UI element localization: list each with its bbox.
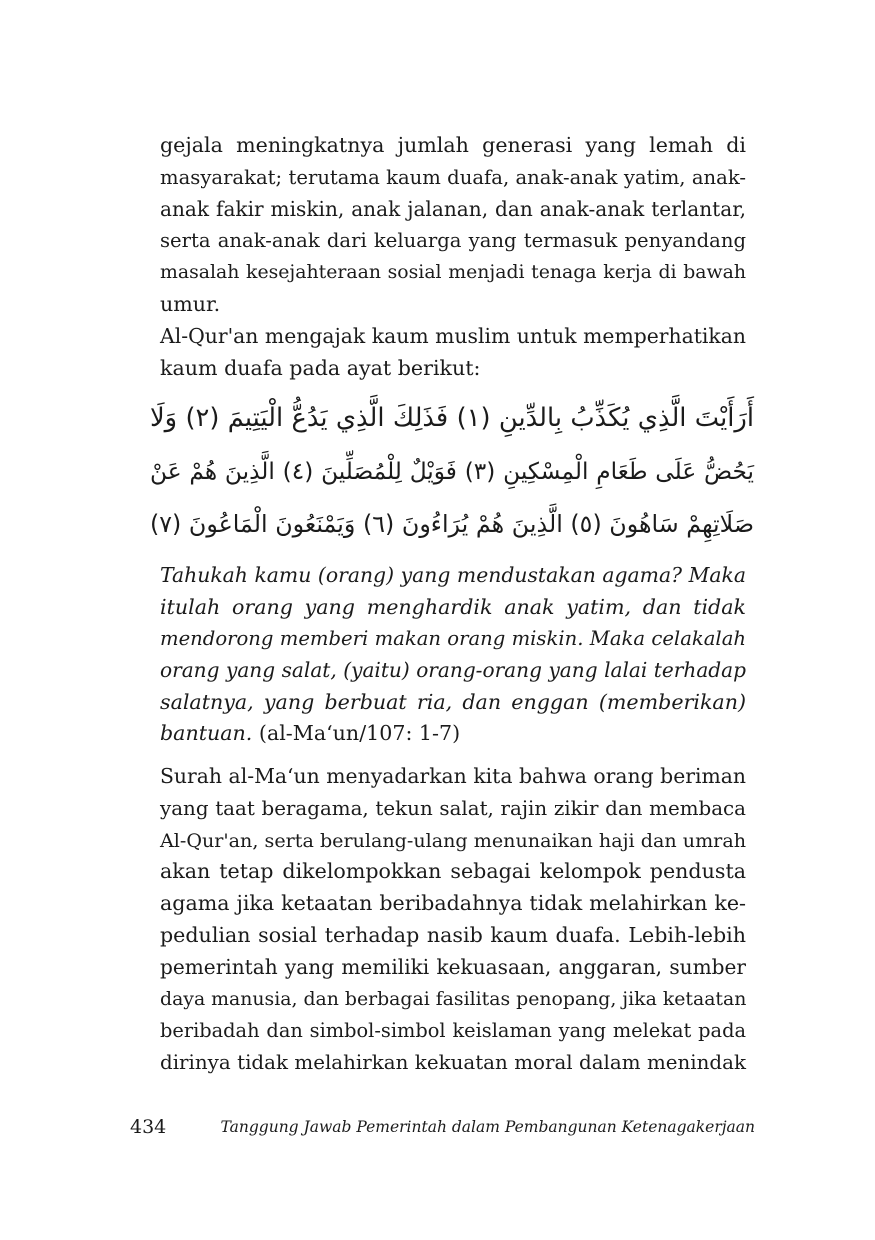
verse-reference: (al-Ma‘un/107: 1-7) <box>258 721 461 746</box>
translation-line: Tahukah kamu (orang) yang mendustakan agama? Maka <box>160 563 746 587</box>
text-line: anak fakir miskin, anak jalanan, dan anak-anak terlantar, <box>160 196 746 221</box>
text-line: serta anak-anak dari keluarga yang termasuk penyandang <box>160 229 746 253</box>
translation-line <box>160 718 746 750</box>
text-line: masalah kesejahteraan sosial menjadi tenaga kerja di bawah <box>160 262 746 284</box>
text-line: pedulian sosial terhadap nasib kaum duafa. Lebih-lebih <box>160 922 746 947</box>
page-number: 434 <box>130 1116 167 1138</box>
translation-line: salatnya, yang berbuat ria, dan enggan (memberikan) <box>160 689 746 714</box>
text-line: beribadah dan simbol-simbol keislaman yang melekat pada <box>160 1019 746 1043</box>
text-line: kaum duafa pada ayat berikut: <box>160 355 481 380</box>
paragraph-intro-verse <box>160 321 746 385</box>
paragraph-commentary <box>160 761 746 1079</box>
text-line: umur. <box>160 291 221 316</box>
text-line: daya manusia, dan berbagai fasilitas penopang, jika ketaatan <box>160 988 747 1010</box>
translation-line: orang yang salat, (yaitu) orang-orang yang lalai terhadap <box>160 658 746 683</box>
text-line: dirinya tidak melahirkan kekuatan moral dalam menindak <box>160 1051 746 1075</box>
arabic-line: يَحُضُّ عَلَى طَعَامِ الْمِسْكِينِ (٣) فَوَيْلٌ لِلْمُصَلِّينَ (٤) الَّذِينَ هُمْ عَنْ <box>150 458 754 485</box>
arabic-line: أَرَأَيْتَ الَّذِي يُكَذِّبُ بِالدِّينِ (١) فَذَلِكَ الَّذِي يَدُعُّ الْيَتِيمَ (٢) وَلَا <box>150 403 754 433</box>
paragraph-continued <box>160 130 746 321</box>
text-line: pemerintah yang memiliki kekuasaan, anggaran, sumber <box>160 954 746 979</box>
translation-line: mendorong memberi makan orang miskin. Maka celakalah <box>160 627 746 651</box>
running-title: Tanggung Jawab Pemerintah dalam Pembangunan Ketenagakerjaan <box>220 1118 755 1136</box>
arabic-line: صَلَاتِهِمْ سَاهُونَ (٥) الَّذِينَ هُمْ يُرَاءُونَ (٦) وَيَمْنَعُونَ الْمَاعُونَ (٧) <box>150 510 754 538</box>
text-line: yang taat beragama, tekun salat, rajin zikir dan membaca <box>160 796 746 820</box>
text-line: Al-Qur'an, serta berulang-ulang menunaikan haji dan umrah <box>160 828 746 852</box>
page-footer <box>130 1116 755 1144</box>
text-line: Al-Qur'an mengajak kaum muslim untuk memperhatikan <box>160 324 746 348</box>
verse-translation <box>160 560 746 750</box>
translation-line: itulah orang yang menghardik anak yatim, dan tidak <box>160 594 746 619</box>
text-line: masyarakat; terutama kaum duafa, anak-anak yatim, anak- <box>160 165 746 189</box>
arabic-verse <box>150 392 754 551</box>
text-line: gejala meningkatnya jumlah generasi yang lemah di <box>160 133 746 157</box>
translation-last-words: bantuan. <box>160 721 253 746</box>
text-line: akan tetap dikelompokkan sebagai kelompok pendusta <box>160 859 746 884</box>
text-line: agama jika ketaatan beribadahnya tidak melahirkan ke- <box>160 891 746 916</box>
text-line: Surah al-Ma‘un menyadarkan kita bahwa orang beriman <box>160 764 746 788</box>
